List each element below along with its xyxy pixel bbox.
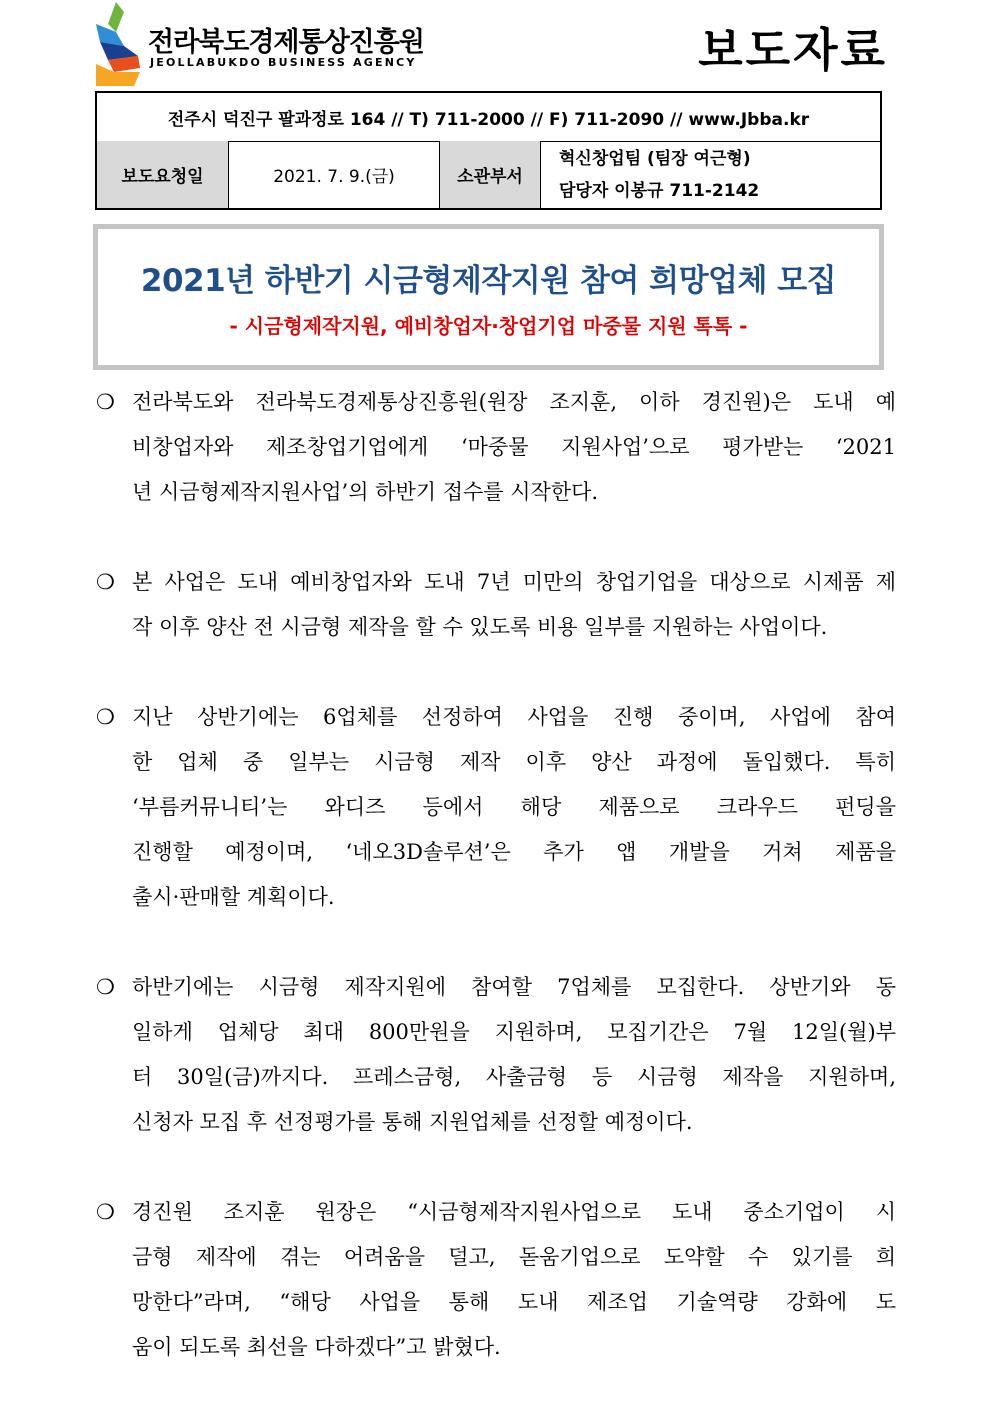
- body-paragraph-3: [96, 695, 896, 920]
- headline-box: [93, 224, 884, 370]
- document-type-title: 보도자료: [698, 23, 888, 77]
- paragraph-line: 지난 상반기에는 6업체를 선정하여 사업을 진행 중이며, 사업에 참여: [132, 705, 896, 729]
- paragraph-line: ‘부름커뮤니티’는 와디즈 등에서 해당 제품으로 크라우드 펀딩을: [132, 795, 896, 819]
- department-team: 혁신창업팀 (팀장 여근형): [559, 148, 751, 169]
- contact-line: 전주시 덕진구 팔과정로 164 // T) 711-2000 // F) 711-2090 // www.Jbba.kr: [97, 93, 880, 142]
- paragraph-line: 작 이후 양산 전 시금형 제작을 할 수 있도록 비용 일부를 지원하는 사업이다.: [132, 615, 828, 639]
- bullet-icon: ❍: [96, 390, 115, 414]
- org-name-korean: 전라북도경제통상진흥원: [148, 27, 424, 58]
- headline-subtitle: - 시금형제작지원, 예비창업자·창업기업 마중물 지원 톡톡 -: [229, 314, 748, 338]
- paragraph-line: 움이 되도록 최선을 다하겠다”고 밝혔다.: [132, 1335, 501, 1359]
- paragraph-line: 망한다”라며, “해당 사업을 통해 도내 제조업 기술역량 강화에 도: [132, 1290, 896, 1314]
- department-label: 소관부서: [440, 141, 541, 208]
- bullet-icon: ❍: [96, 705, 115, 729]
- paragraph-line: 신청자 모집 후 선정평가를 통해 지원업체를 선정할 예정이다.: [132, 1110, 693, 1134]
- paragraph-line: 일하게 업체당 최대 800만원을 지원하며, 모집기간은 7월 12일(월)부: [132, 1020, 896, 1044]
- body-paragraph-4: [96, 965, 896, 1145]
- body-paragraph-2: [96, 560, 896, 650]
- press-info-table: [95, 91, 882, 210]
- body-paragraph-5: [96, 1190, 896, 1370]
- department-info: [541, 141, 880, 208]
- headline-title: 2021년 하반기 시금형제작지원 참여 희망업체 모집: [140, 263, 837, 299]
- paragraph-line: 년 시금형제작지원사업’의 하반기 접수를 시작한다.: [132, 480, 599, 504]
- paragraph-line: 비창업자와 제조창업기업에게 ‘마중물 지원사업’으로 평가받는 ‘2021: [132, 435, 896, 459]
- bullet-icon: ❍: [96, 975, 115, 999]
- paragraph-line: 한 업체 중 일부는 시금형 제작 이후 양산 과정에 돌입했다. 특히: [132, 750, 896, 774]
- paragraph-line: 하반기에는 시금형 제작지원에 참여할 7업체를 모집한다. 상반기와 동: [132, 975, 896, 999]
- department-contact: 담당자 이봉규 711-2142: [559, 180, 760, 201]
- paragraph-line: 터 30일(금)까지다. 프레스금형, 사출금형 등 시금형 제작을 지원하며,: [132, 1065, 896, 1089]
- agency-logo: [94, 2, 140, 86]
- paragraph-line: 출시·판매할 계획이다.: [132, 885, 335, 909]
- paragraph-line: 전라북도와 전라북도경제통상진흥원(원장 조지훈, 이하 경진원)은 도내 예: [132, 390, 896, 414]
- paragraph-line: 경진원 조지훈 원장은 “시금형제작지원사업으로 도내 중소기업이 시: [132, 1200, 896, 1224]
- org-name-english: JEOLLABUKDO BUSINESS AGENCY: [150, 56, 417, 69]
- request-date-label: 보도요청일: [97, 141, 229, 208]
- request-date-value: 2021. 7. 9.(금): [229, 141, 440, 208]
- paragraph-line: 금형 제작에 겪는 어려움을 덜고, 돋움기업으로 도약할 수 있기를 희: [132, 1245, 896, 1269]
- paragraph-line: 본 사업은 도내 예비창업자와 도내 7년 미만의 창업기업을 대상으로 시제품 제: [132, 570, 896, 594]
- bullet-icon: ❍: [96, 1200, 115, 1224]
- body-paragraph-1: [96, 380, 896, 515]
- paragraph-line: 진행할 예정이며, ‘네오3D솔루션’은 추가 앱 개발을 거쳐 제품을: [132, 840, 896, 864]
- bullet-icon: ❍: [96, 570, 115, 594]
